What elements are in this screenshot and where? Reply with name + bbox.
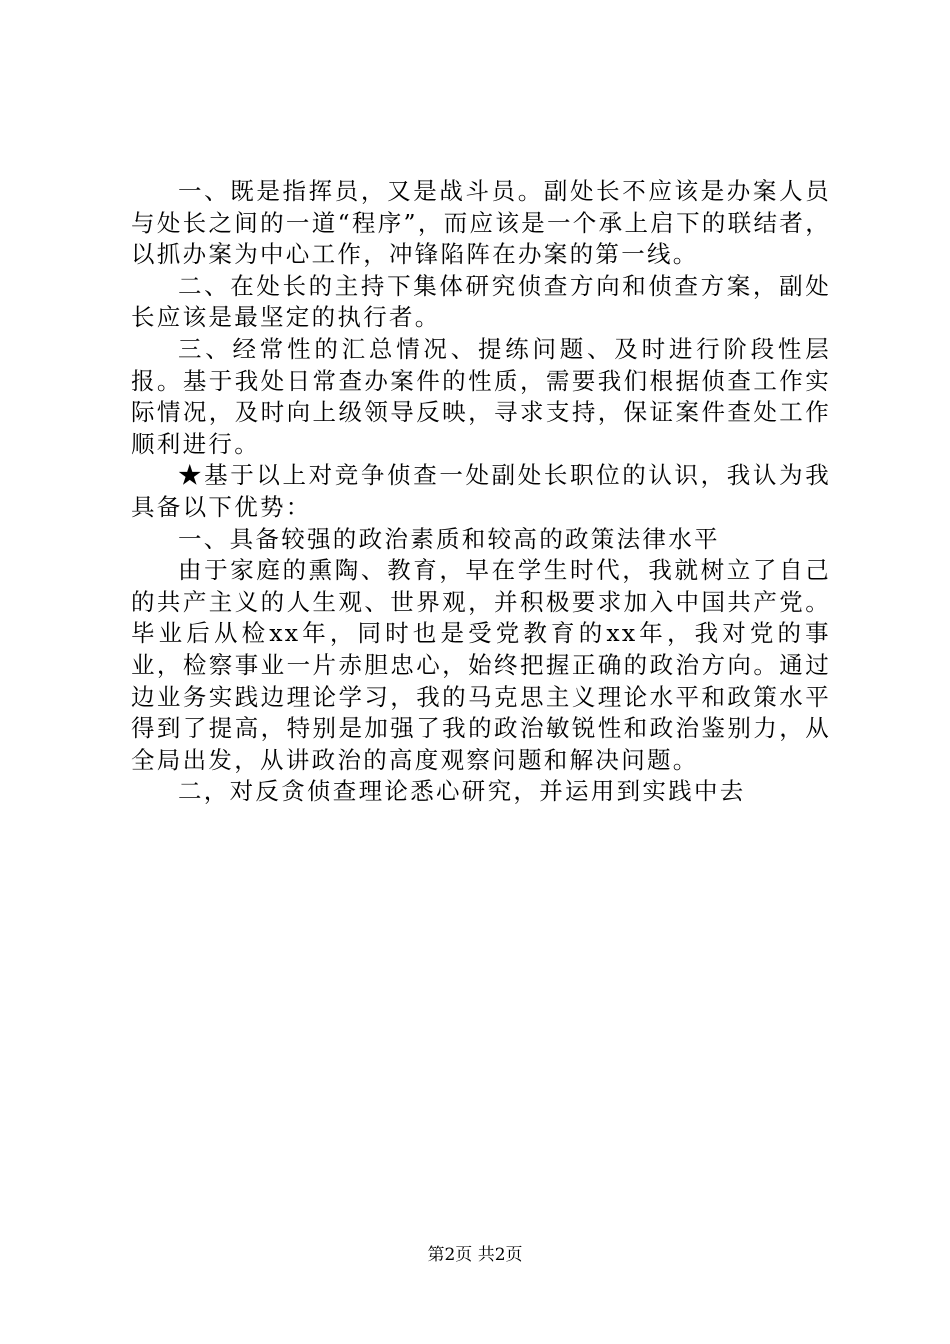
paragraph-advantage-heading-2: 二，对反贪侦查理论悉心研究，并运用到实践中去 <box>178 777 746 806</box>
page-number-footer: 第2页 共2页 <box>427 1245 523 1265</box>
paragraph-advantage-body-1: 由于家庭的熏陶、教育，早在学生时代，我就树立了自己的共产主义的人生观、世界观，并积极要求加入中国共产党。毕业后从检xx年，同时也是受党教育的xx年，我对党的事业，检察事业一片赤胆忠心，始终把握正确的政治方向。通过边业务实践边理论学习，我的马克思主义理论水平和政策水平得到了提高，特别是加强了我的政治敏锐性和政治鉴别力，从全局出发，从讲政治的高度观察问题和解决问题。 <box>131 556 831 774</box>
paragraph-advantage-heading-1: 一、具备较强的政治素质和较高的政策法律水平 <box>178 524 720 553</box>
paragraph-advantages-intro: ★基于以上对竞争侦查一处副处长职位的认识，我认为我具备以下优势： <box>131 461 831 521</box>
paragraph-role-commander: 一、既是指挥员，又是战斗员。副处长不应该是办案人员与处长之间的一道“程序”，而应该是一个承上启下的联结者，以抓办案为中心工作，冲锋陷阵在办案的第一线。 <box>131 177 831 269</box>
paragraph-role-executor: 二、在处长的主持下集体研究侦查方向和侦查方案，副处长应该是最坚定的执行者。 <box>131 271 831 332</box>
paragraph-role-reporting: 三、经常性的汇总情况、提练问题、及时进行阶段性层报。基于我处日常查办案件的性质，需要我们根据侦查工作实际情况，及时向上级领导反映，寻求支持，保证案件查处工作顺利进行。 <box>131 334 831 458</box>
document-body <box>131 176 831 808</box>
